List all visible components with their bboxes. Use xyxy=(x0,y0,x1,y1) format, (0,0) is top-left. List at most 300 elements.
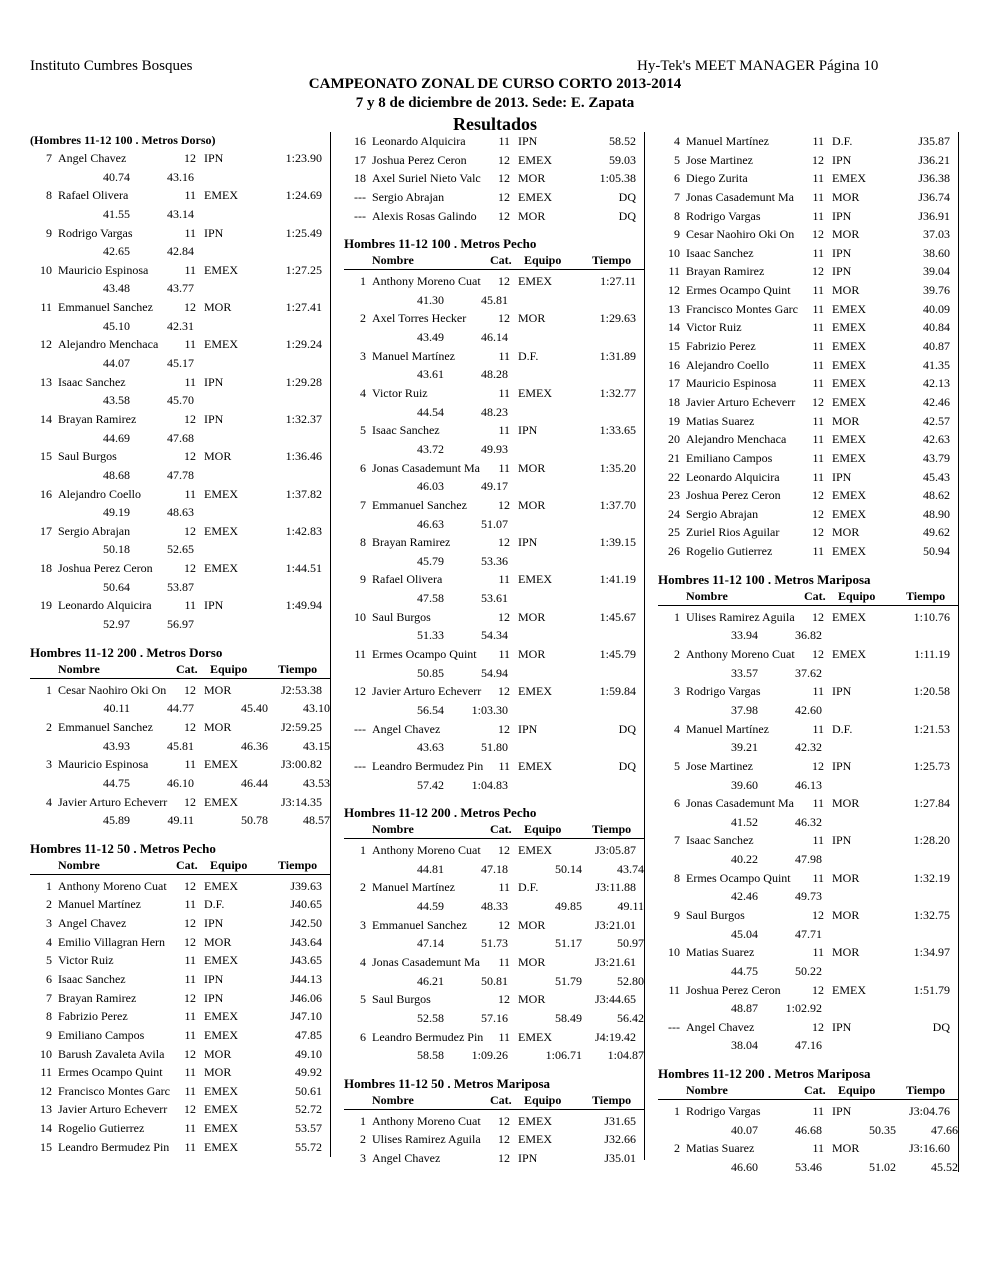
final-time: J42.50 xyxy=(290,916,322,931)
final-time: 1:39.15 xyxy=(599,535,636,550)
result-row xyxy=(344,570,644,589)
place: 5 xyxy=(360,992,366,1007)
team: MOR xyxy=(832,413,860,428)
team: EMEX xyxy=(204,1009,238,1024)
place: 23 xyxy=(668,488,680,503)
swimmer-name: Cesar Naohiro Oki On xyxy=(686,227,795,242)
splits-row xyxy=(658,1158,958,1177)
place: 11 xyxy=(40,1065,52,1080)
place: 8 xyxy=(46,1009,52,1024)
place: 11 xyxy=(668,982,680,997)
age-category: 11 xyxy=(812,245,824,260)
section-spacer xyxy=(658,1055,958,1065)
splits-row xyxy=(658,1036,958,1055)
splits-row xyxy=(30,354,330,373)
age-category: 12 xyxy=(498,152,510,167)
section-spacer xyxy=(344,794,644,804)
result-row xyxy=(30,1026,330,1045)
team: IPN xyxy=(518,535,538,550)
final-time: 52.72 xyxy=(295,1102,322,1117)
age-category: 11 xyxy=(812,432,824,447)
team: EMEX xyxy=(204,188,238,203)
final-time: 42.13 xyxy=(923,376,950,391)
team: MOR xyxy=(204,1046,232,1061)
place: 6 xyxy=(46,971,52,986)
place: 2 xyxy=(674,1141,680,1156)
header-nombre: Nombre xyxy=(58,857,100,872)
swimmer-name: Anthony Moreno Cuat xyxy=(372,843,481,858)
place: 13 xyxy=(668,301,680,316)
result-row xyxy=(30,895,330,914)
team: EMEX xyxy=(204,1083,238,1098)
place: 1 xyxy=(46,878,52,893)
swimmer-name: Jose Martinez xyxy=(686,152,753,167)
final-time: 1:37.70 xyxy=(599,497,636,512)
place: 14 xyxy=(40,411,52,426)
split-time: 52.80 xyxy=(617,973,644,988)
age-category: 11 xyxy=(812,1104,824,1119)
split-time: 50.81 xyxy=(481,973,508,988)
place: 5 xyxy=(360,423,366,438)
age-category: 11 xyxy=(812,684,824,699)
header-cat: Cat. xyxy=(176,857,198,872)
swimmer-name: Mauricio Espinosa xyxy=(686,376,777,391)
place: 7 xyxy=(360,497,366,512)
result-row xyxy=(30,335,330,354)
final-time: J31.65 xyxy=(604,1113,636,1128)
header-equipo: Equipo xyxy=(210,661,248,676)
age-category: 12 xyxy=(498,274,510,289)
split-time: 41.52 xyxy=(731,814,758,829)
team: EMEX xyxy=(204,1139,238,1154)
final-time: J44.13 xyxy=(290,971,322,986)
result-row xyxy=(658,542,958,561)
team: EMEX xyxy=(204,337,238,352)
split-time: 46.32 xyxy=(795,814,822,829)
split-time: 53.46 xyxy=(795,1160,822,1175)
result-row xyxy=(658,225,958,244)
result-row xyxy=(30,718,330,737)
splits-row xyxy=(30,279,330,298)
swimmer-name: Ulises Ramirez Aguila xyxy=(686,609,795,624)
final-time: 1:23.90 xyxy=(285,151,322,165)
split-time: 44.69 xyxy=(103,430,130,445)
swimmer-name: Victor Ruiz xyxy=(58,953,114,968)
results-column-2 xyxy=(344,132,645,1166)
swimmer-name: Saul Burgos xyxy=(58,449,117,464)
results-column-1 xyxy=(30,132,331,1157)
result-row xyxy=(344,132,644,151)
split-time: 46.13 xyxy=(795,777,822,792)
result-row xyxy=(30,933,330,952)
final-time: 47.85 xyxy=(295,1027,322,1042)
split-time: 48.23 xyxy=(481,404,508,419)
final-time: 1:11.19 xyxy=(914,647,950,662)
splits-row xyxy=(658,999,958,1018)
team: MOR xyxy=(518,311,546,326)
final-time: DQ xyxy=(618,758,636,773)
team: EMEX xyxy=(204,1102,238,1117)
swimmer-name: Joshua Perez Ceron xyxy=(686,982,781,997)
split-time: 53.61 xyxy=(481,591,508,606)
team: MOR xyxy=(204,934,232,949)
splits-row xyxy=(344,738,644,757)
result-row xyxy=(658,1018,958,1037)
age-category: 11 xyxy=(184,1027,196,1042)
team: MOR xyxy=(832,796,860,811)
age-category: 11 xyxy=(498,647,510,662)
final-time: 49.62 xyxy=(923,525,950,540)
age-category: 11 xyxy=(184,897,196,912)
team: IPN xyxy=(832,684,852,699)
header-nombre: Nombre xyxy=(372,253,414,268)
final-time: J36.38 xyxy=(918,171,950,186)
place: 11 xyxy=(354,647,366,662)
place: 4 xyxy=(360,386,366,401)
split-time: 50.14 xyxy=(555,861,582,876)
team: IPN xyxy=(832,1104,852,1119)
place: 8 xyxy=(360,535,366,550)
team: EMEX xyxy=(518,1029,552,1044)
swimmer-name: Angel Chavez xyxy=(372,721,441,736)
age-category: 11 xyxy=(184,1139,196,1154)
final-time: 50.61 xyxy=(295,1083,322,1098)
age-category: 12 xyxy=(184,719,196,734)
swimmer-name: Anthony Moreno Cuat xyxy=(58,878,167,893)
result-row xyxy=(30,989,330,1008)
result-row xyxy=(30,559,330,578)
age-category: 11 xyxy=(498,348,510,363)
age-category: 11 xyxy=(812,870,824,885)
swimmer-name: Angel Chavez xyxy=(58,916,127,931)
split-time: 45.89 xyxy=(103,813,130,828)
final-time: 49.92 xyxy=(295,1065,322,1080)
final-time: 40.87 xyxy=(923,339,950,354)
place: 10 xyxy=(668,245,680,260)
section-spacer xyxy=(344,225,644,235)
final-time: J35.87 xyxy=(918,134,950,148)
swimmer-name: Emmanuel Sanchez xyxy=(372,497,467,512)
swimmer-name: Leonardo Alquicira xyxy=(686,469,780,484)
swimmer-name: Isaac Sanchez xyxy=(686,833,754,848)
final-time: 1:05.38 xyxy=(599,171,636,186)
team: EMEX xyxy=(518,572,552,587)
swimmer-name: Rodrigo Vargas xyxy=(686,684,761,699)
result-row xyxy=(344,1149,644,1168)
split-time: 58.49 xyxy=(555,1010,582,1025)
place: 14 xyxy=(668,320,680,335)
final-time: 1:33.65 xyxy=(599,423,636,438)
place: 12 xyxy=(40,1083,52,1098)
final-time: 1:45.67 xyxy=(599,609,636,624)
place: 3 xyxy=(360,348,366,363)
splits-row xyxy=(658,626,958,645)
meet-date-venue: 7 y 8 de diciembre de 2013. Sede: E. Zapata xyxy=(355,95,635,111)
age-category: 11 xyxy=(812,945,824,960)
team: EMEX xyxy=(204,878,238,893)
splits-row xyxy=(658,813,958,832)
team: D.F. xyxy=(832,134,853,148)
split-time: 44.81 xyxy=(417,861,444,876)
header-equipo: Equipo xyxy=(838,1083,876,1098)
result-row xyxy=(658,831,958,850)
place: 12 xyxy=(354,684,366,699)
result-row xyxy=(658,281,958,300)
header-nombre: Nombre xyxy=(686,588,728,603)
header-cat: Cat. xyxy=(804,588,826,603)
split-time: 47.78 xyxy=(167,467,194,482)
place: --- xyxy=(668,1019,680,1034)
place: 6 xyxy=(674,171,680,186)
team: EMEX xyxy=(204,1121,238,1136)
team: EMEX xyxy=(204,486,238,501)
age-category: 11 xyxy=(184,188,196,203)
split-time: 47.14 xyxy=(417,936,444,951)
result-row xyxy=(30,1045,330,1064)
place: --- xyxy=(354,721,366,736)
splits-row xyxy=(344,515,644,534)
team: EMEX xyxy=(832,394,866,409)
split-time: 44.77 xyxy=(167,701,194,716)
swimmer-name: Joshua Perez Ceron xyxy=(58,561,153,576)
final-time: 1:32.75 xyxy=(913,907,950,922)
header-nombre: Nombre xyxy=(372,1092,414,1107)
final-time: J3:16.60 xyxy=(908,1141,950,1156)
team: IPN xyxy=(832,264,852,279)
splits-row xyxy=(658,887,958,906)
split-time: 40.74 xyxy=(103,169,130,184)
swimmer-name: Emiliano Campos xyxy=(58,1027,145,1042)
split-time: 40.22 xyxy=(731,852,758,867)
place: 19 xyxy=(668,413,680,428)
place: 22 xyxy=(668,469,680,484)
swimmer-name: Joshua Perez Ceron xyxy=(372,152,467,167)
header-equipo: Equipo xyxy=(524,822,562,837)
split-time: 53.36 xyxy=(481,553,508,568)
place: 24 xyxy=(668,506,680,521)
meet-title: CAMPEONATO ZONAL DE CURSO CORTO 2013-2014 xyxy=(308,76,682,92)
team: IPN xyxy=(204,971,224,986)
age-category: 12 xyxy=(498,721,510,736)
result-row xyxy=(658,486,958,505)
place: 9 xyxy=(674,227,680,242)
final-time: 53.57 xyxy=(295,1121,322,1136)
swimmer-name: Rodrigo Vargas xyxy=(58,225,133,240)
final-time: 1:34.97 xyxy=(913,945,950,960)
final-time: 1:29.24 xyxy=(285,337,322,352)
team: EMEX xyxy=(518,152,552,167)
split-time: 43.48 xyxy=(103,281,130,296)
header-tiempo: Tiempo xyxy=(592,1092,632,1107)
swimmer-name: Leandro Bermudez Pin xyxy=(372,1029,484,1044)
place: 21 xyxy=(668,450,680,465)
result-row xyxy=(344,608,644,627)
split-time: 33.57 xyxy=(731,665,758,680)
result-row xyxy=(30,970,330,989)
split-time: 1:09.26 xyxy=(471,1048,508,1063)
place: 9 xyxy=(360,572,366,587)
place: 4 xyxy=(674,721,680,736)
result-row xyxy=(30,447,330,466)
splits-row xyxy=(30,242,330,261)
age-category: 12 xyxy=(184,411,196,426)
age-category: 12 xyxy=(498,917,510,932)
final-time: 45.43 xyxy=(923,469,950,484)
swimmer-name: Emiliano Campos xyxy=(686,450,773,465)
header-tiempo: Tiempo xyxy=(278,857,318,872)
split-time: 43.72 xyxy=(417,441,444,456)
team: EMEX xyxy=(832,320,866,335)
age-category: 11 xyxy=(498,460,510,475)
team: IPN xyxy=(518,134,538,148)
result-row xyxy=(344,421,644,440)
team: MOR xyxy=(204,449,232,464)
split-time: 51.80 xyxy=(481,740,508,755)
result-row xyxy=(658,1139,958,1158)
final-time: J36.74 xyxy=(918,189,950,204)
splits-row xyxy=(658,664,958,683)
result-row xyxy=(658,151,958,170)
team: MOR xyxy=(832,945,860,960)
team: IPN xyxy=(204,990,224,1005)
place: 15 xyxy=(40,1139,52,1154)
splits-row xyxy=(30,774,330,793)
swimmer-name: Manuel Martínez xyxy=(58,897,141,912)
split-time: 56.54 xyxy=(417,702,444,717)
place: 4 xyxy=(46,934,52,949)
split-time: 49.19 xyxy=(103,505,130,520)
place: 3 xyxy=(46,916,52,931)
final-time: 1:31.89 xyxy=(599,348,636,363)
split-time: 1:02.92 xyxy=(785,1001,822,1016)
place: 3 xyxy=(46,757,52,772)
splits-row xyxy=(344,291,644,310)
result-row xyxy=(658,869,958,888)
result-row xyxy=(30,186,330,205)
place: 11 xyxy=(668,264,680,279)
result-row xyxy=(344,682,644,701)
result-row xyxy=(658,262,958,281)
column-header-row xyxy=(30,858,330,875)
result-row xyxy=(344,1112,644,1131)
swimmer-name: Axel Suriel Nieto Valc xyxy=(372,171,481,186)
team: IPN xyxy=(832,758,852,773)
splits-row xyxy=(30,168,330,187)
result-row xyxy=(658,374,958,393)
splits-row xyxy=(30,615,330,634)
swimmer-name: Saul Burgos xyxy=(372,609,431,624)
final-time: 39.76 xyxy=(923,283,950,298)
split-time: 41.30 xyxy=(417,292,444,307)
final-time: J36.21 xyxy=(918,152,950,167)
place: 2 xyxy=(360,311,366,326)
final-time: DQ xyxy=(618,189,636,204)
split-time: 45.17 xyxy=(167,356,194,371)
results-heading: Resultados xyxy=(452,114,537,134)
place: 18 xyxy=(354,171,366,186)
team: MOR xyxy=(832,283,860,298)
split-time: 47.68 xyxy=(167,430,194,445)
split-time: 47.66 xyxy=(931,1122,958,1137)
swimmer-name: Sergio Abrajan xyxy=(372,189,445,204)
age-category: 11 xyxy=(812,301,824,316)
final-time: J3:21.01 xyxy=(594,917,636,932)
split-time: 50.78 xyxy=(241,813,268,828)
team: MOR xyxy=(518,208,546,223)
split-time: 51.73 xyxy=(481,936,508,951)
event-section xyxy=(344,225,644,794)
splits-row xyxy=(344,1009,644,1028)
team: IPN xyxy=(204,598,224,613)
final-time: 39.04 xyxy=(923,264,950,279)
swimmer-name: Fabrizio Perez xyxy=(686,339,756,354)
result-row xyxy=(30,951,330,970)
split-time: 44.75 xyxy=(731,963,758,978)
place: 8 xyxy=(674,870,680,885)
age-category: 12 xyxy=(498,171,510,186)
splits-row xyxy=(344,365,644,384)
final-time: J47.10 xyxy=(290,1009,322,1024)
result-row xyxy=(344,1130,644,1149)
swimmer-name: Matias Suarez xyxy=(686,1141,755,1156)
age-category: 12 xyxy=(184,523,196,538)
split-time: 46.03 xyxy=(417,479,444,494)
team: EMEX xyxy=(204,757,238,772)
swimmer-name: Victor Ruiz xyxy=(686,320,742,335)
split-time: 43.93 xyxy=(103,738,130,753)
split-time: 45.70 xyxy=(167,393,194,408)
result-row xyxy=(344,757,644,776)
result-row xyxy=(344,990,644,1009)
final-time: 1:51.79 xyxy=(913,982,950,997)
age-category: 11 xyxy=(184,486,196,501)
place: 9 xyxy=(674,907,680,922)
age-category: 11 xyxy=(812,413,824,428)
header-cat: Cat. xyxy=(804,1083,826,1098)
team: EMEX xyxy=(832,171,866,186)
swimmer-name: Anthony Moreno Cuat xyxy=(372,1113,481,1128)
age-category: 11 xyxy=(812,320,824,335)
result-row xyxy=(658,449,958,468)
split-time: 56.42 xyxy=(617,1010,644,1025)
splits-row xyxy=(30,737,330,756)
final-time: J3:00.82 xyxy=(280,757,322,772)
final-time: 48.90 xyxy=(923,506,950,521)
splits-row xyxy=(658,962,958,981)
results-column-3 xyxy=(658,132,959,1175)
place: 10 xyxy=(354,609,366,624)
split-time: 46.44 xyxy=(241,775,268,790)
split-time: 42.46 xyxy=(731,889,758,904)
splits-row xyxy=(30,317,330,336)
place: 3 xyxy=(360,1151,366,1166)
swimmer-name: Leonardo Alquicira xyxy=(58,598,152,613)
result-row xyxy=(344,347,644,366)
event-title: Hombres 11-12 50 . Metros Pecho xyxy=(30,840,216,856)
place: 15 xyxy=(40,449,52,464)
swimmer-name: Alejandro Coello xyxy=(686,357,769,372)
age-category: 12 xyxy=(812,647,824,662)
result-row xyxy=(30,149,330,168)
split-time: 45.40 xyxy=(241,701,268,716)
age-category: 11 xyxy=(812,721,824,736)
place: 4 xyxy=(674,134,680,148)
splits-row xyxy=(344,934,644,953)
age-category: 11 xyxy=(812,833,824,848)
splits-row xyxy=(658,776,958,795)
result-row xyxy=(658,505,958,524)
team: IPN xyxy=(204,374,224,389)
